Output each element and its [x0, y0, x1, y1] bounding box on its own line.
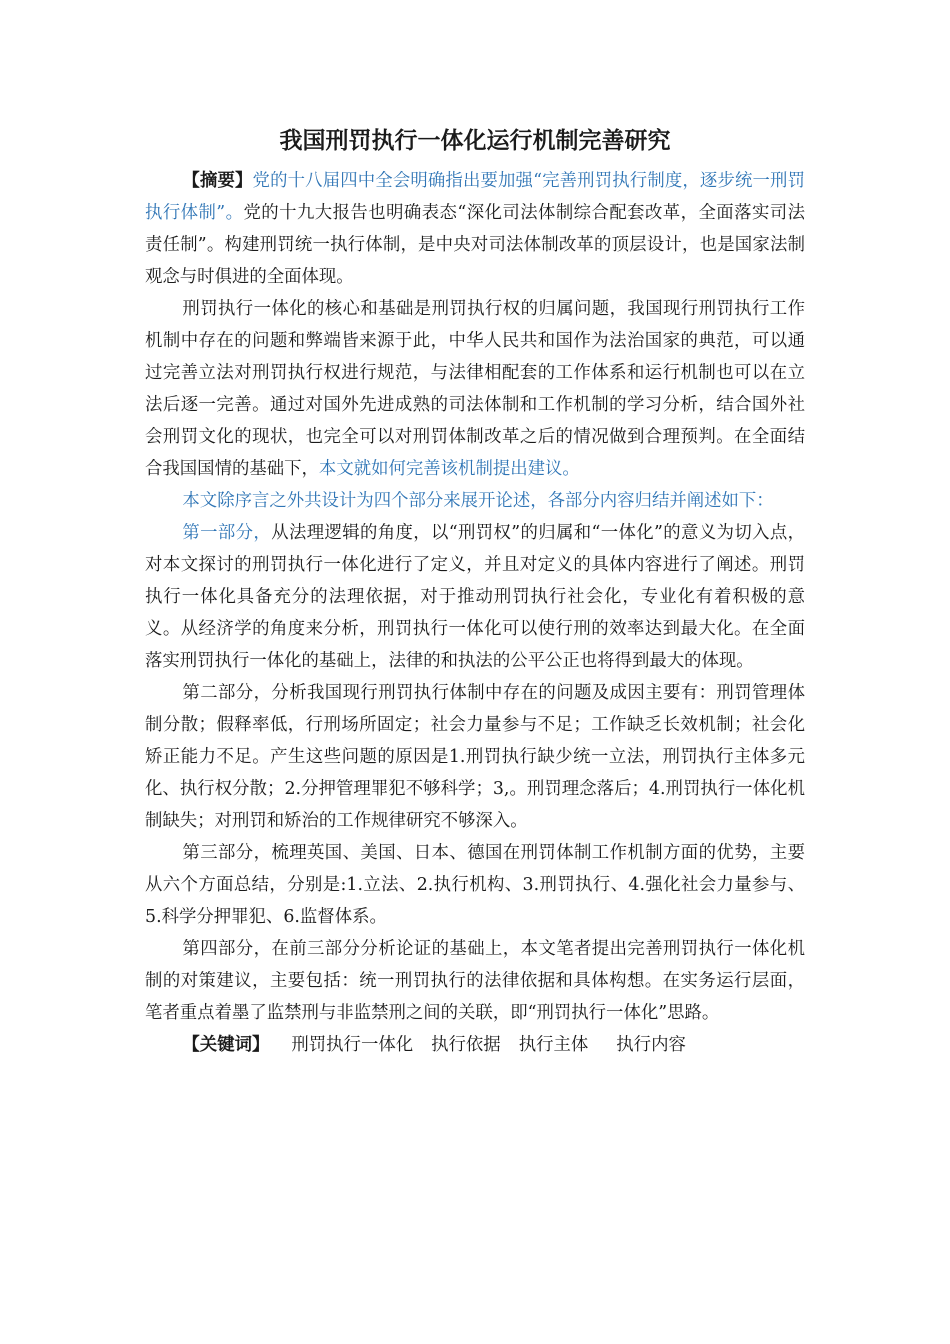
document-body [145, 165, 805, 1061]
abstract-paragraph-4 [145, 517, 805, 677]
keyword-item: 执行依据 [431, 1035, 501, 1055]
page-title: 我国刑罚执行一体化运行机制完善研究 [279, 128, 671, 154]
abstract-paragraph-1 [145, 165, 805, 293]
abstract-paragraph-2 [145, 293, 805, 485]
keywords-line [145, 1029, 805, 1061]
keywords-label: 【关键词】 [182, 1035, 270, 1055]
keyword-item: 执行主体 [518, 1035, 589, 1055]
abstract-paragraph-5: 第二部分，分析我国现行刑罚执行体制中存在的问题及成因主要有：刑罚管理体制分散；假释率低，行刑场所固定；社会力量参与不足；工作缺乏长效机制；社会化矫正能力不足。产生这些问题的原因是1.刑罚执行缺少统一立法，刑罚执行主体多元化、执行权分散；2.分押管理罪犯不够科学；3,。刑罚理念落后；4.刑罚执行一体化机制缺失；对刑罚和矫治的工作规律研究不够深入。 [145, 683, 805, 831]
abstract-text: 党的十九大报告也明确表态“深化司法体制综合配套改革，全面落实司法责任制”。构建刑罚统一执行体制，是中央对司法体制改革的顶层设计，也是国家法制观念与时俱进的全面体现。 [145, 203, 805, 287]
abstract-label: 【摘要】 [182, 171, 253, 191]
paragraph-text: 从法理逻辑的角度，以“刑罚权”的归属和“一体化”的意义为切入点，对本文探讨的刑罚执行一体化进行了定义，并且对定义的具体内容进行了阐述。刑罚执行一体化具备充分的法理依据，对于推动刑罚执行社会化，专业化有着积极的意义。从经济学的角度来分析，刑罚执行一体化可以使行刑的效率达到最大化。在全面落实刑罚执行一体化的基础上，法律的和执法的公平公正也将得到最大的体现。 [145, 523, 805, 671]
abstract-paragraph-3: 本文除序言之外共设计为四个部分来展开论述，各部分内容归结并阐述如下： [182, 491, 774, 511]
paragraph-text: 刑罚执行一体化的核心和基础是刑罚执行权的归属问题，我国现行刑罚执行工作机制中存在的问题和弊端皆来源于此，中华人民共和国作为法治国家的典范，可以通过完善立法对刑罚执行权进行规范，与法律相配套的工作体系和运行机制也可以在立法后逐一完善。通过对国外先进成熟的司法体制和工作机制的学习分析，结合国外社会刑罚文化的现状，也完全可以对刑罚体制改革之后的情况做到合理预判。在全面结合我国国情的基础下， [145, 299, 805, 479]
part-one-label: 第一部分， [182, 523, 272, 543]
abstract-highlight: 党的十八届四中全会明确指出要加强“完善刑罚执行制度，逐步统一刑罚执行体制”。 [145, 171, 805, 223]
keyword-item: 执行内容 [616, 1035, 686, 1055]
keyword-item: 刑罚执行一体化 [291, 1035, 414, 1055]
paragraph-highlight: 本文就如何完善该机制提出建议。 [318, 459, 580, 479]
abstract-paragraph-6: 第三部分，梳理英国、美国、日本、德国在刑罚体制工作机制方面的优势，主要从六个方面总结，分别是:1.立法、2.执行机构、3.刑罚执行、4.强化社会力量参与、5.科学分押罪犯、6.监督体系。 [145, 843, 805, 927]
abstract-paragraph-7: 第四部分，在前三部分分析论证的基础上，本文笔者提出完善刑罚执行一体化机制的对策建议，主要包括：统一刑罚执行的法律依据和具体构想。在实务运行层面，笔者重点着墨了监禁刑与非监禁刑之间的关联，即“刑罚执行一体化”思路。 [145, 939, 805, 1023]
